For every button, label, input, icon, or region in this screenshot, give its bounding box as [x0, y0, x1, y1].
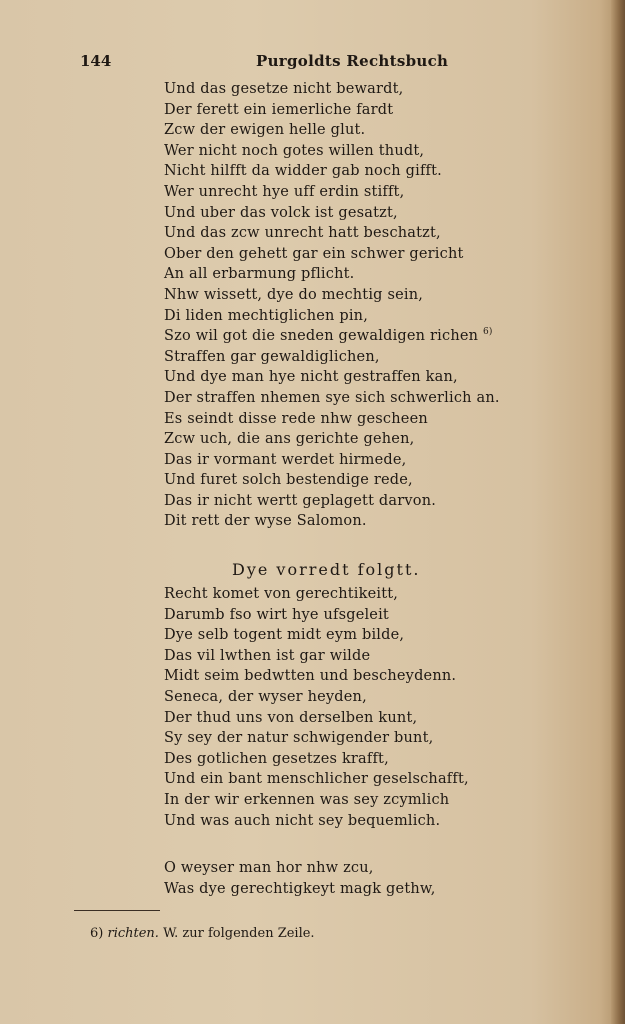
- poem-line: Wer unrecht hye uff erdin stifft,: [164, 183, 405, 200]
- footnote-italic-word: richten.: [107, 926, 159, 941]
- poem-block-1: [164, 79, 500, 532]
- poem-block-3: [164, 858, 436, 899]
- poem-line: Und was auch nicht sey bequemlich.: [164, 812, 441, 829]
- poem-line: Das ir nicht wertt geplagett darvon.: [164, 492, 437, 509]
- poem-line: Di liden mechtiglichen pin,: [164, 307, 369, 324]
- poem-line: Ober den gehett gar ein schwer gericht: [164, 245, 464, 262]
- poem-line: Der thud uns von derselben kunt,: [164, 709, 418, 726]
- poem-line: Und das zcw unrecht hatt beschatzt,: [164, 225, 441, 242]
- poem-line: Was dye gerechtigkeyt magk gethw,: [164, 880, 436, 897]
- poem-line: Es seindt disse rede nhw gescheen: [164, 410, 428, 427]
- page-header: [80, 52, 500, 72]
- poem-line: Das vil lwthen ist gar wilde: [164, 647, 371, 664]
- poem-line: Nhw wissett, dye do mechtig sein,: [164, 286, 424, 303]
- footnote: [90, 926, 315, 941]
- poem-line: Recht komet von gerechtikeitt,: [164, 586, 399, 602]
- poem-line: Und das gesetze nicht bewardt,: [164, 81, 404, 97]
- poem-line: Und furet solch bestendige rede,: [164, 472, 413, 489]
- poem-line-text: Szo wil got die sneden gewaldigen richen: [164, 328, 479, 345]
- poem-line: Nicht hilfft da widder gab noch gifft.: [164, 163, 442, 180]
- poem-line: Zcw der ewigen helle glut.: [164, 122, 366, 139]
- poem-line: Der straffen nhemen sye sich schwerlich an.: [164, 389, 500, 406]
- poem-line: Seneca, der wyser heyden,: [164, 688, 367, 705]
- poem-block-2: [164, 584, 469, 831]
- footnote-text: W. zur folgenden Zeile.: [158, 926, 315, 941]
- poem-line-with-footnote: [164, 326, 500, 347]
- poem-line: Und uber das volck ist gesatzt,: [164, 204, 398, 221]
- poem-line: Sy sey der natur schwigender bunt,: [164, 730, 434, 747]
- poem-line: O weyser man hor nhw zcu,: [164, 860, 374, 876]
- poem-line: Und dye man hye nicht gestraffen kan,: [164, 369, 458, 386]
- poem-line: An all erbarmung pflicht.: [164, 266, 355, 283]
- poem-line: Und ein bant menschlicher geselschafft,: [164, 771, 469, 788]
- poem-line: Midt seim bedwtten und bescheydenn.: [164, 668, 457, 685]
- poem-line: Dit rett der wyse Salomon.: [164, 513, 367, 530]
- page-edge-shadow: [611, 0, 625, 1024]
- running-title: Purgoldts Rechtsbuch: [256, 52, 449, 70]
- poem-line: Des gotlichen gesetzes krafft,: [164, 750, 389, 767]
- poem-line: Zcw uch, die ans gerichte gehen,: [164, 431, 415, 448]
- poem-line: Darumb fso wirt hye ufsgeleit: [164, 606, 389, 623]
- poem-line: Das ir vormant werdet hirmede,: [164, 451, 407, 468]
- section-heading: Dye vorredt folgtt.: [232, 560, 421, 579]
- page-number: 144: [80, 52, 112, 70]
- poem-line: Straffen gar gewaldiglichen,: [164, 348, 380, 365]
- footnote-marker: 6): [90, 926, 104, 941]
- footnote-divider: [74, 910, 160, 911]
- poem-line: Dye selb togent midt eym bilde,: [164, 627, 405, 644]
- poem-line: Wer nicht noch gotes willen thudt,: [164, 142, 425, 159]
- poem-line: In der wir erkennen was sey zcymlich: [164, 791, 450, 808]
- footnote-reference: 6): [482, 327, 493, 338]
- poem-line: Der ferett ein iemerliche fardt: [164, 101, 394, 118]
